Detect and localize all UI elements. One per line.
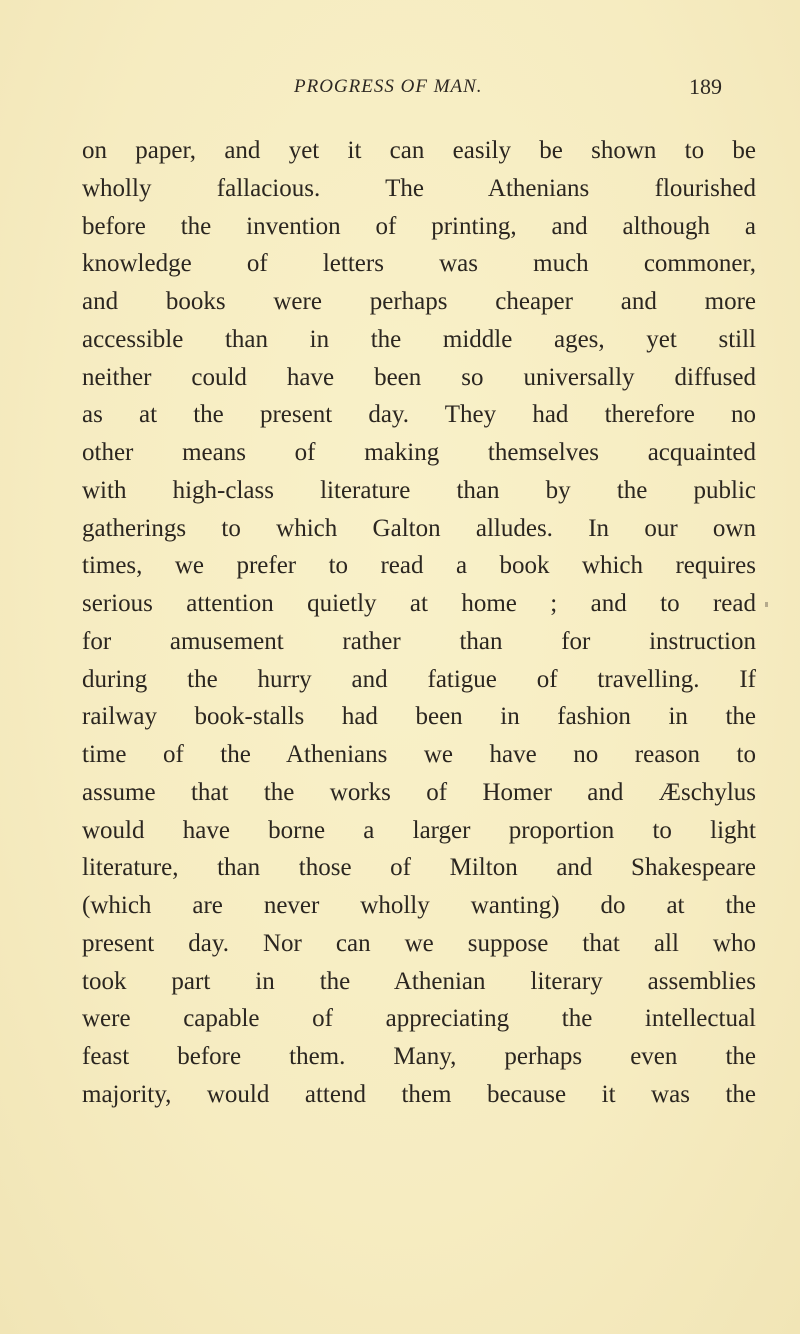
text-line: as at the present day. They had therefore no <box>82 401 756 429</box>
text-line: railway book-stalls had been in fashion in the <box>82 703 756 731</box>
running-head <box>82 74 722 104</box>
text-line: time of the Athenians we have no reason to <box>82 741 756 768</box>
running-title: PROGRESS OF MAN. <box>294 76 483 97</box>
text-line: during the hurry and fatigue of travelling. If <box>82 665 756 693</box>
text-line: serious attention quietly at home ; and to read <box>82 590 756 617</box>
text-line: were capable of appreciating the intellectual <box>82 1005 756 1033</box>
text-line: knowledge of letters was much commoner, <box>82 250 756 278</box>
text-line: assume that the works of Homer and Æschylus <box>82 778 756 806</box>
text-line: gatherings to which Galton alludes. In our own <box>82 514 756 542</box>
text-line: wholly fallacious. The Athenians flourished <box>82 174 756 202</box>
text-line: on paper, and yet it can easily be shown to be <box>82 137 756 164</box>
page-number: 189 <box>689 74 722 99</box>
text-line: majority, would attend them because it was the <box>82 1080 756 1108</box>
text-line: and books were perhaps cheaper and more <box>82 288 756 315</box>
text-line: other means of making themselves acquainted <box>82 439 756 466</box>
text-line: times, we prefer to read a book which requires <box>82 552 756 580</box>
text-line: before the invention of printing, and although a <box>82 212 756 240</box>
text-line: literature, than those of Milton and Shakespeare <box>82 854 756 882</box>
text-line: neither could have been so universally diffused <box>82 363 756 391</box>
text-line: (which are never wholly wanting) do at the <box>82 892 756 919</box>
text-line: present day. Nor can we suppose that all who <box>82 929 756 957</box>
text-line: would have borne a larger proportion to light <box>82 816 756 844</box>
text-line: with high-class literature than by the public <box>82 476 756 504</box>
text-line: took part in the Athenian literary assemblies <box>82 967 756 995</box>
text-line: for amusement rather than for instruction <box>82 627 756 655</box>
body-text <box>82 132 756 1114</box>
text-line: accessible than in the middle ages, yet still <box>82 325 756 353</box>
text-line: feast before them. Many, perhaps even the <box>82 1043 756 1070</box>
margin-mark <box>765 602 768 607</box>
